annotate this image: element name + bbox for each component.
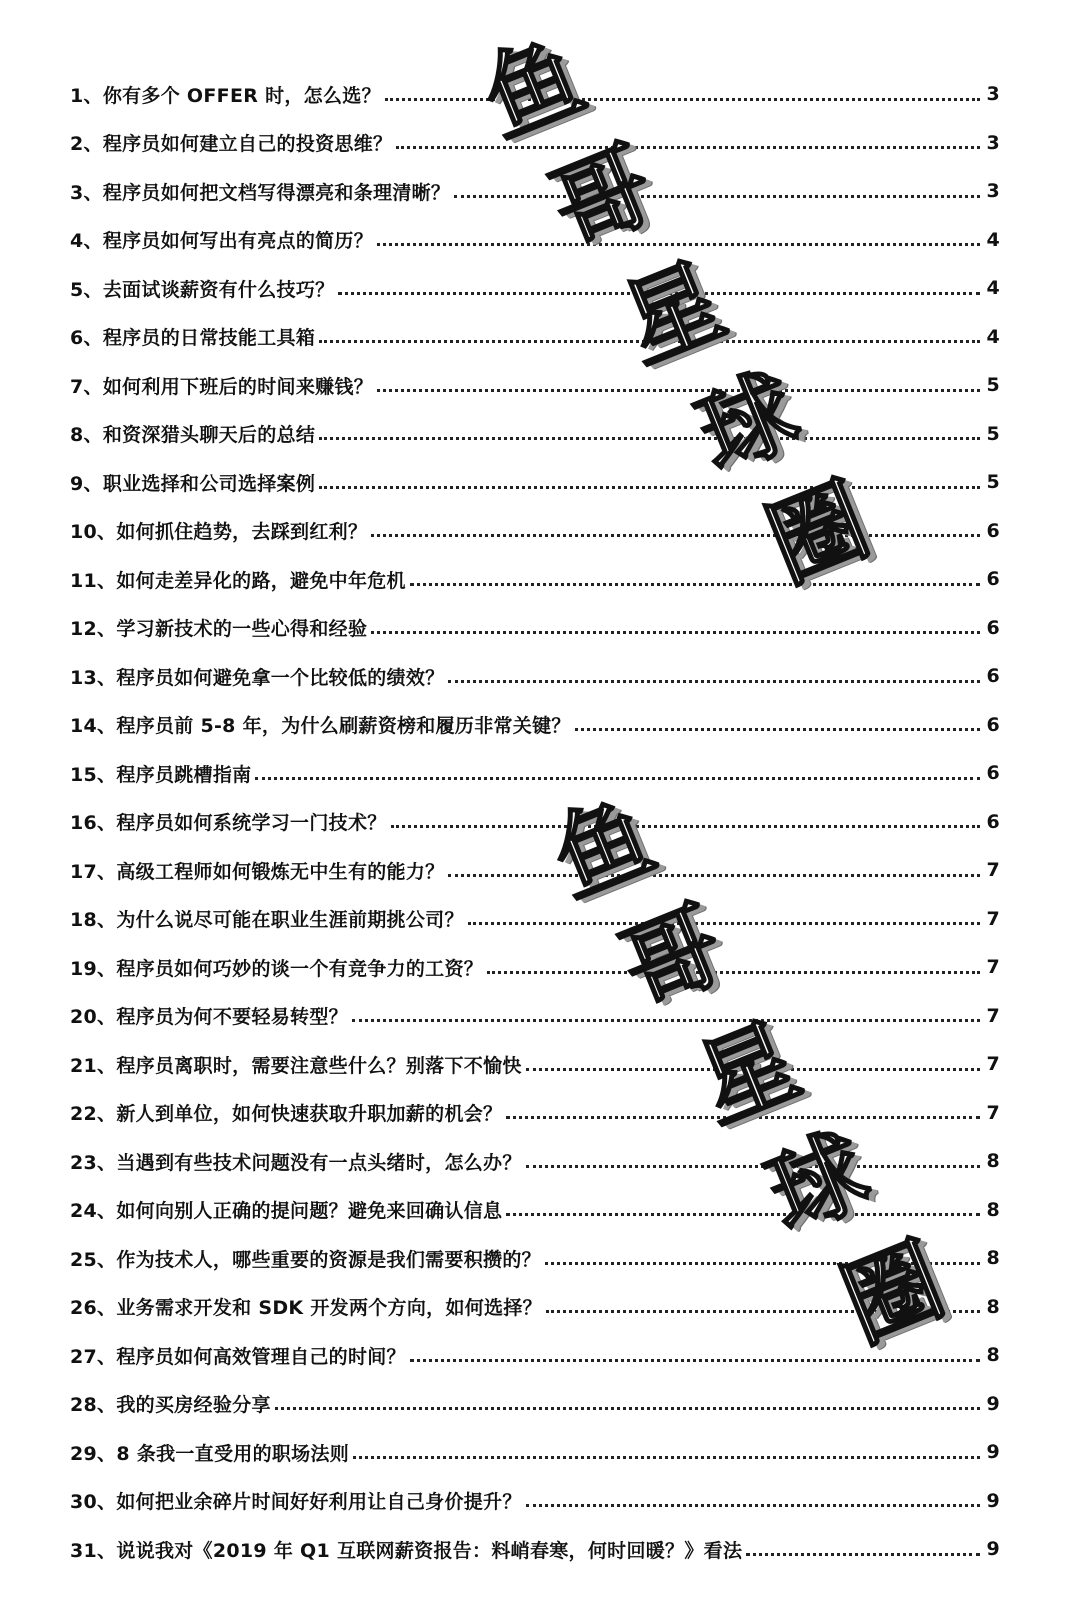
toc-entry-title: 19、程序员如何巧妙的谈一个有竞争力的工资？ bbox=[70, 957, 484, 980]
toc-entry-title: 25、作为技术人，哪些重要的资源是我们需要积攒的？ bbox=[70, 1248, 541, 1271]
toc-dot-leader bbox=[410, 583, 980, 586]
toc-entry[interactable] bbox=[70, 1283, 1000, 1332]
toc-dot-leader bbox=[506, 1116, 980, 1119]
toc-entry[interactable] bbox=[70, 1040, 1000, 1089]
toc-entry[interactable] bbox=[70, 943, 1000, 992]
watermark-char: 鱼 bbox=[537, 777, 669, 918]
toc-dot-leader bbox=[448, 874, 980, 877]
toc-entry[interactable] bbox=[70, 1137, 1000, 1186]
toc-entry-title: 7、如何利用下班后的时间来赚钱？ bbox=[70, 375, 374, 398]
toc-entry-page-number: 7 bbox=[986, 1101, 1000, 1124]
toc-entry-page-number: 4 bbox=[986, 228, 1000, 251]
toc-entry-page-number: 6 bbox=[986, 810, 1000, 833]
toc-entry-title: 11、如何走差异化的路，避免中年危机 bbox=[70, 569, 406, 592]
toc-entry-page-number: 4 bbox=[986, 277, 1000, 300]
toc-dot-leader bbox=[410, 1359, 980, 1362]
toc-entry-page-number: 6 bbox=[986, 616, 1000, 639]
toc-entry-page-number: 6 bbox=[986, 762, 1000, 785]
toc-entry-page-number: 9 bbox=[986, 1441, 1000, 1464]
toc-entry[interactable] bbox=[70, 604, 1000, 653]
toc-entry[interactable] bbox=[70, 992, 1000, 1041]
toc-entry[interactable] bbox=[70, 1380, 1000, 1429]
toc-entry-page-number: 7 bbox=[986, 859, 1000, 882]
toc-entry-page-number: 9 bbox=[986, 1489, 1000, 1512]
table-of-contents bbox=[70, 70, 1000, 1574]
toc-dot-leader bbox=[396, 146, 980, 149]
toc-entry-page-number: 8 bbox=[986, 1150, 1000, 1173]
toc-entry[interactable] bbox=[70, 1331, 1000, 1380]
toc-entry-title: 4、程序员如何写出有亮点的简历？ bbox=[70, 230, 374, 253]
toc-entry-title: 27、程序员如何高效管理自己的时间？ bbox=[70, 1345, 406, 1368]
toc-entry-page-number: 6 bbox=[986, 665, 1000, 688]
toc-entry[interactable] bbox=[70, 167, 1000, 216]
toc-entry-page-number: 5 bbox=[986, 374, 1000, 397]
toc-entry[interactable] bbox=[70, 70, 1000, 119]
toc-entry-title: 17、高级工程师如何锻炼无中生有的能力？ bbox=[70, 860, 445, 883]
toc-entry[interactable] bbox=[70, 1186, 1000, 1235]
toc-entry[interactable] bbox=[70, 1234, 1000, 1283]
toc-dot-leader bbox=[319, 437, 980, 440]
watermark-char: 鱼 bbox=[467, 17, 599, 158]
toc-entry-title: 22、新人到单位，如何快速获取升职加薪的机会？ bbox=[70, 1103, 503, 1126]
toc-dot-leader bbox=[377, 243, 980, 246]
toc-dot-leader bbox=[255, 777, 980, 780]
toc-entry[interactable] bbox=[70, 216, 1000, 265]
toc-entry-title: 5、去面试谈薪资有什么技巧？ bbox=[70, 278, 335, 301]
toc-entry-page-number: 8 bbox=[986, 1344, 1000, 1367]
toc-dot-leader bbox=[506, 1213, 980, 1216]
toc-entry-page-number: 8 bbox=[986, 1247, 1000, 1270]
toc-entry-page-number: 8 bbox=[986, 1295, 1000, 1318]
toc-dot-leader bbox=[487, 971, 980, 974]
toc-entry-title: 3、程序员如何把文档写得漂亮和条理清晰？ bbox=[70, 181, 451, 204]
toc-entry-page-number: 7 bbox=[986, 956, 1000, 979]
toc-dot-leader bbox=[575, 728, 980, 731]
toc-dot-leader bbox=[448, 680, 980, 683]
toc-entry-title: 31、说说我对《2019 年 Q1 互联网薪资报告：料峭春寒，何时回暖？》看法 bbox=[70, 1539, 743, 1562]
toc-entry[interactable] bbox=[70, 846, 1000, 895]
toc-dot-leader bbox=[371, 534, 980, 537]
toc-entry-title: 18、为什么说尽可能在职业生涯前期挑公司？ bbox=[70, 909, 464, 932]
toc-entry[interactable] bbox=[70, 458, 1000, 507]
toc-entry-page-number: 8 bbox=[986, 1198, 1000, 1221]
toc-dot-leader bbox=[546, 1310, 980, 1313]
toc-dot-leader bbox=[526, 1504, 980, 1507]
toc-entry[interactable] bbox=[70, 1089, 1000, 1138]
toc-dot-leader bbox=[746, 1553, 980, 1556]
toc-entry[interactable] bbox=[70, 749, 1000, 798]
watermark-char: 圈 bbox=[827, 1222, 959, 1363]
toc-entry[interactable] bbox=[70, 264, 1000, 313]
toc-entry-title: 20、程序员为何不要轻易转型？ bbox=[70, 1006, 348, 1029]
toc-dot-leader bbox=[275, 1407, 980, 1410]
toc-entry[interactable] bbox=[70, 701, 1000, 750]
toc-dot-leader bbox=[385, 98, 980, 101]
toc-entry-title: 6、程序员的日常技能工具箱 bbox=[70, 327, 316, 350]
watermark-char: 球 bbox=[752, 1112, 884, 1253]
toc-dot-leader bbox=[526, 1068, 980, 1071]
watermark-char: 圈 bbox=[752, 462, 884, 603]
watermark-char: 球 bbox=[682, 352, 814, 493]
toc-dot-leader bbox=[319, 340, 980, 343]
toc-dot-leader bbox=[526, 1165, 980, 1168]
toc-entry-title: 1、你有多个 OFFER 时，怎么选？ bbox=[70, 84, 381, 107]
toc-entry-page-number: 3 bbox=[986, 131, 1000, 154]
toc-dot-leader bbox=[371, 631, 980, 634]
toc-entry-title: 15、程序员跳槽指南 bbox=[70, 763, 252, 786]
toc-entry-title: 12、学习新技术的一些心得和经验 bbox=[70, 618, 368, 641]
toc-entry-page-number: 3 bbox=[986, 83, 1000, 106]
toc-entry-title: 14、程序员前 5-8 年，为什么刷薪资榜和履历非常关键？ bbox=[70, 715, 571, 738]
toc-dot-leader bbox=[391, 825, 980, 828]
toc-entry-page-number: 9 bbox=[986, 1392, 1000, 1415]
toc-entry-page-number: 6 bbox=[986, 568, 1000, 591]
toc-dot-leader bbox=[319, 486, 980, 489]
toc-entry[interactable] bbox=[70, 798, 1000, 847]
toc-dot-leader bbox=[352, 1019, 980, 1022]
toc-entry-title: 8、和资深猎头聊天后的总结 bbox=[70, 424, 316, 447]
toc-entry[interactable] bbox=[70, 555, 1000, 604]
toc-dot-leader bbox=[377, 389, 980, 392]
toc-entry[interactable] bbox=[70, 895, 1000, 944]
toc-entry-title: 2、程序员如何建立自己的投资思维？ bbox=[70, 133, 393, 156]
toc-entry-page-number: 3 bbox=[986, 180, 1000, 203]
toc-entry-title: 24、如何向别人正确的提问题？避免来回确认信息 bbox=[70, 1200, 503, 1223]
toc-entry-page-number: 4 bbox=[986, 325, 1000, 348]
toc-entry-page-number: 7 bbox=[986, 1004, 1000, 1027]
toc-entry[interactable] bbox=[70, 507, 1000, 556]
watermark-char: 星 bbox=[607, 242, 739, 383]
toc-entry-title: 28、我的买房经验分享 bbox=[70, 1394, 271, 1417]
toc-entry-page-number: 6 bbox=[986, 713, 1000, 736]
toc-entry[interactable] bbox=[70, 652, 1000, 701]
watermark-char: 星 bbox=[682, 1002, 814, 1143]
toc-entry-title: 26、业务需求开发和 SDK 开发两个方向，如何选择？ bbox=[70, 1297, 542, 1320]
toc-entry[interactable] bbox=[70, 119, 1000, 168]
toc-entry-title: 13、程序员如何避免拿一个比较低的绩效？ bbox=[70, 666, 445, 689]
toc-dot-leader bbox=[454, 195, 980, 198]
watermark-char: 哥 bbox=[607, 887, 739, 1028]
toc-entry-page-number: 7 bbox=[986, 1053, 1000, 1076]
toc-dot-leader bbox=[353, 1456, 980, 1459]
toc-entry-title: 21、程序员离职时，需要注意些什么？别落下不愉快 bbox=[70, 1054, 522, 1077]
toc-entry-page-number: 9 bbox=[986, 1538, 1000, 1561]
toc-entry-title: 30、如何把业余碎片时间好好利用让自己身价提升？ bbox=[70, 1491, 522, 1514]
toc-dot-leader bbox=[468, 922, 980, 925]
toc-entry-page-number: 7 bbox=[986, 907, 1000, 930]
toc-entry[interactable] bbox=[70, 410, 1000, 459]
toc-entry-page-number: 6 bbox=[986, 519, 1000, 542]
toc-entry[interactable] bbox=[70, 313, 1000, 362]
watermark-char: 哥 bbox=[537, 127, 669, 268]
toc-entry[interactable] bbox=[70, 1428, 1000, 1477]
toc-dot-leader bbox=[338, 292, 980, 295]
toc-entry-title: 16、程序员如何系统学习一门技术？ bbox=[70, 812, 387, 835]
toc-entry-page-number: 5 bbox=[986, 471, 1000, 494]
toc-entry-title: 23、当遇到有些技术问题没有一点头绪时，怎么办？ bbox=[70, 1151, 522, 1174]
toc-dot-leader bbox=[545, 1262, 980, 1265]
toc-entry-title: 29、8 条我一直受用的职场法则 bbox=[70, 1442, 350, 1465]
toc-entry[interactable] bbox=[70, 361, 1000, 410]
toc-entry-title: 9、职业选择和公司选择案例 bbox=[70, 472, 316, 495]
toc-entry-title: 10、如何抓住趋势，去踩到红利？ bbox=[70, 521, 368, 544]
toc-entry-page-number: 5 bbox=[986, 422, 1000, 445]
toc-entry[interactable] bbox=[70, 1525, 1000, 1574]
toc-entry[interactable] bbox=[70, 1477, 1000, 1526]
